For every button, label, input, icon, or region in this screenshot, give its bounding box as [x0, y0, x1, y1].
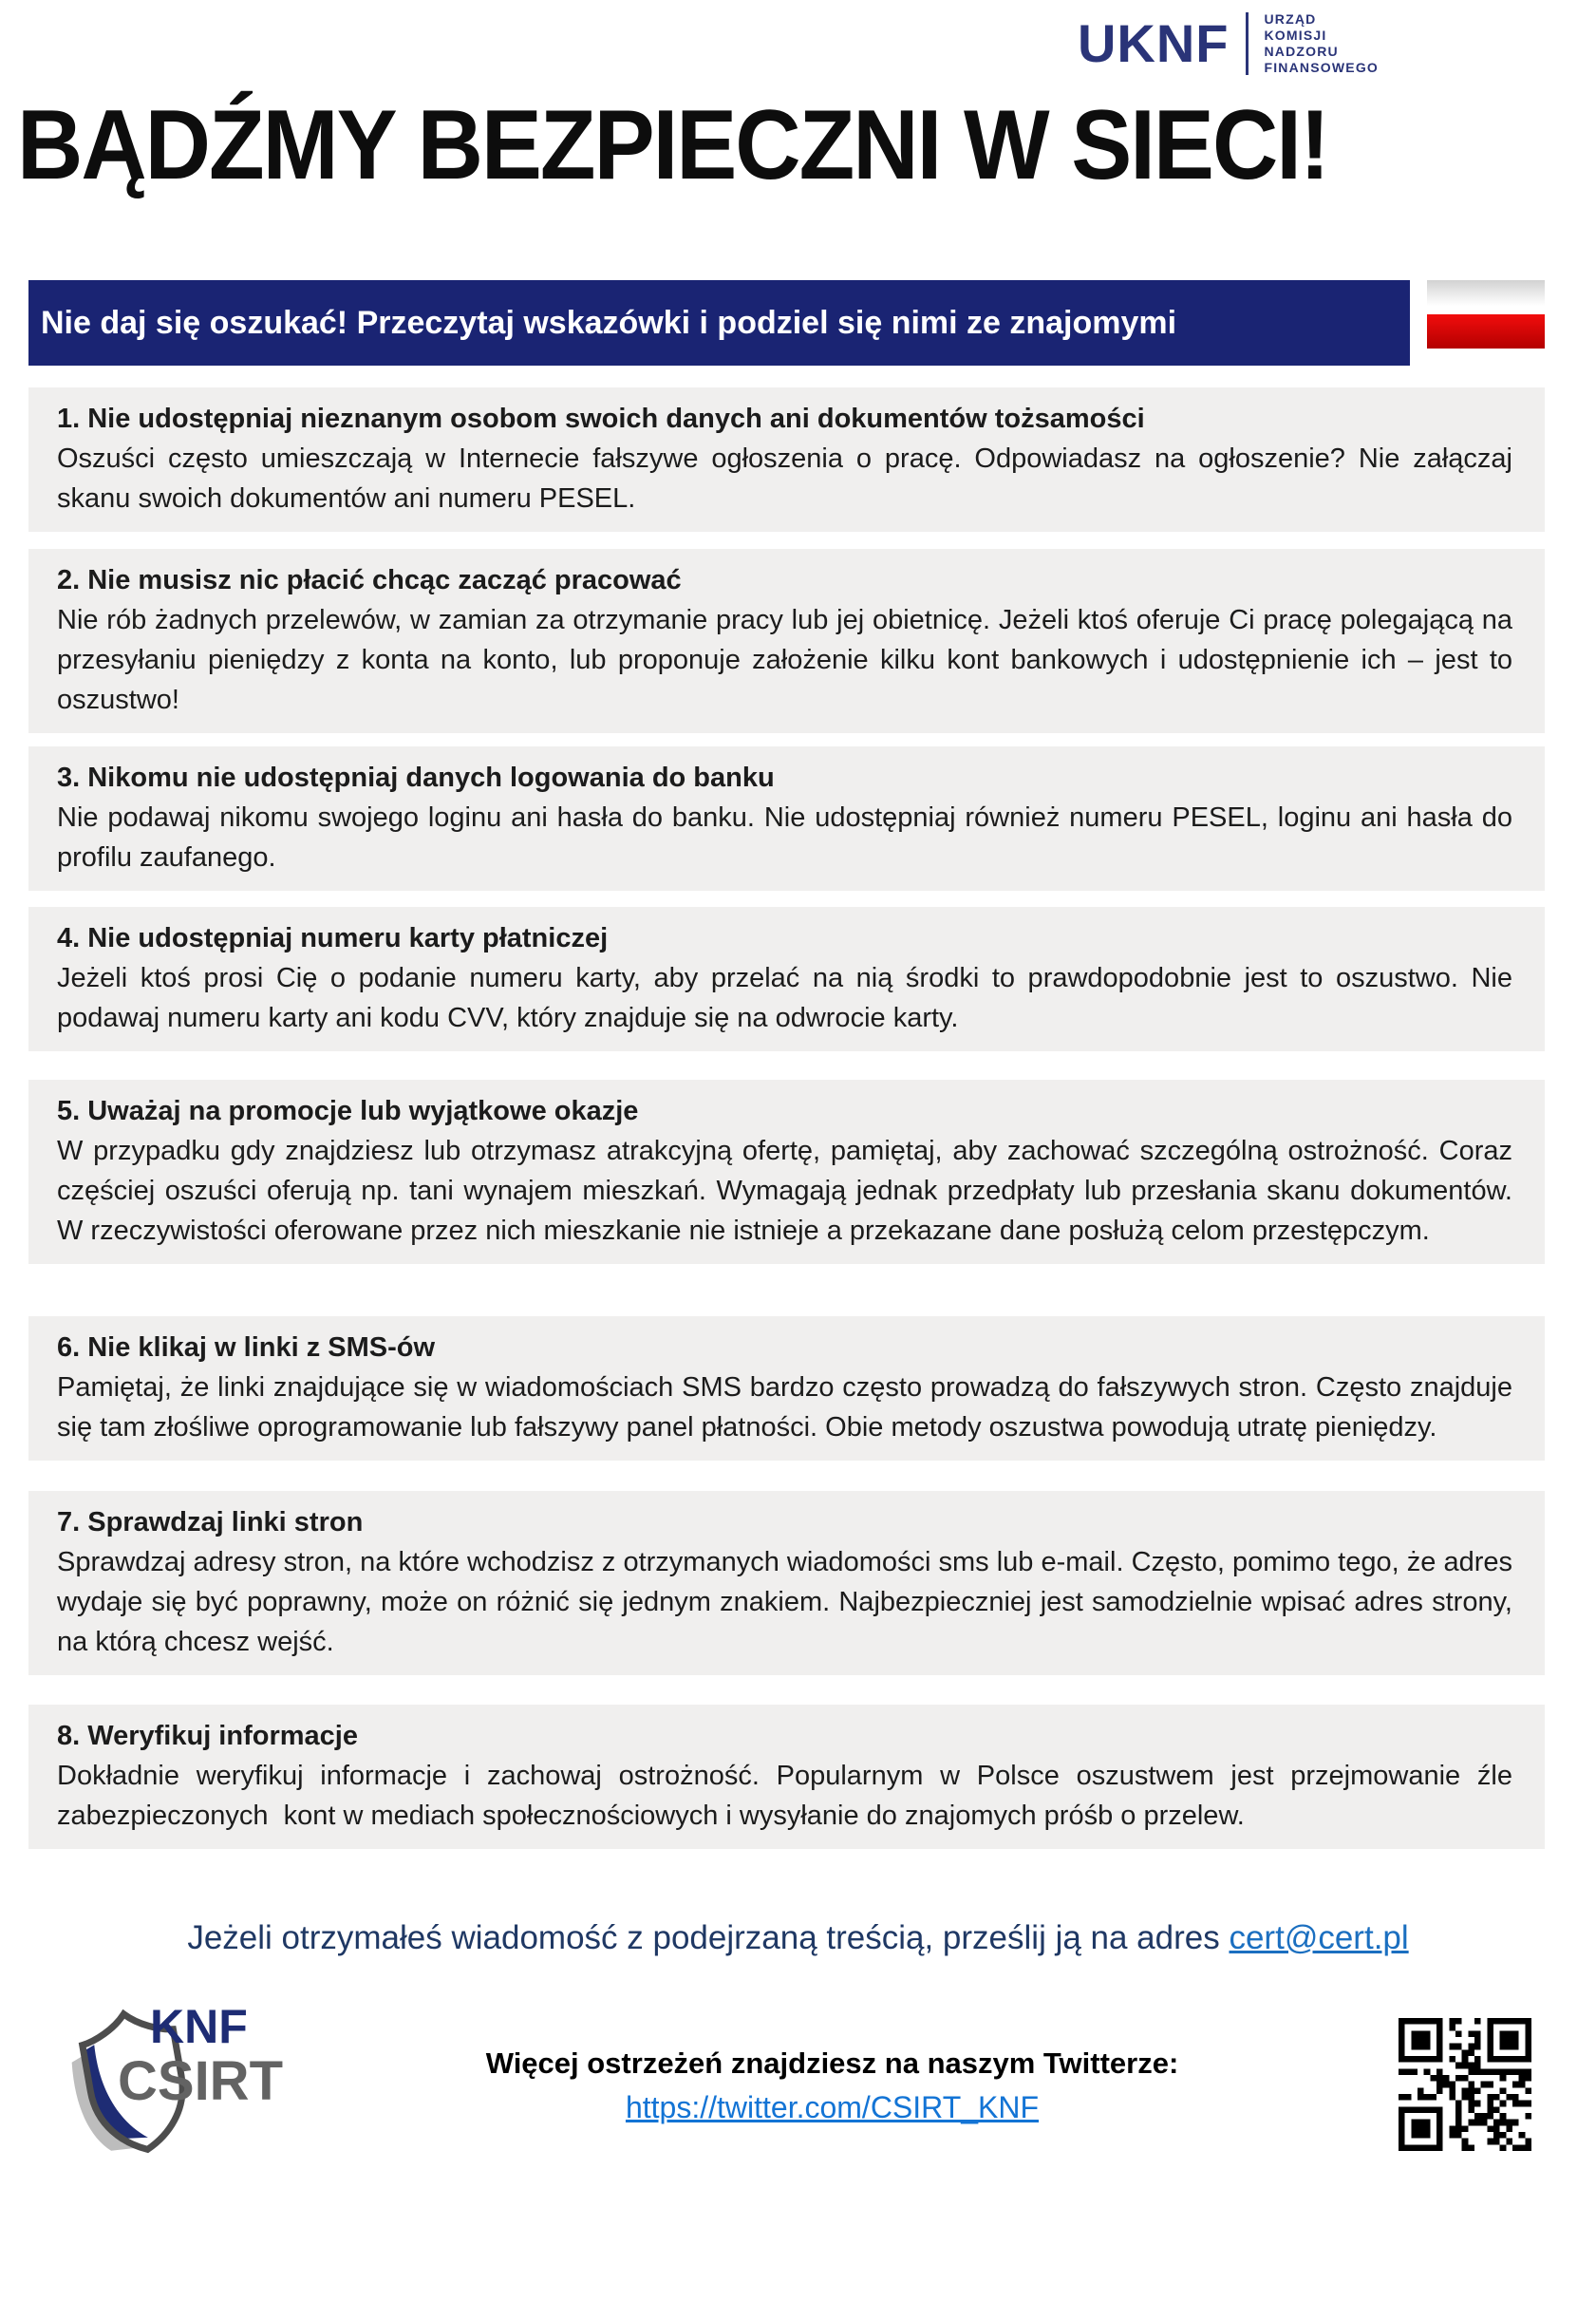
tip-title: 6. Nie klikaj w linki z SMS-ów [57, 1332, 436, 1363]
tip-box [28, 549, 1545, 733]
tip-box [28, 1705, 1545, 1849]
tip-title: 1. Nie udostępniaj nieznanym osobom swoich danych ani dokumentów tożsamości [57, 404, 1145, 434]
uknf-org-line: FINANSOWEGO [1264, 60, 1379, 75]
tips-list [28, 0, 1545, 1849]
uknf-org-line: KOMISJI [1264, 28, 1327, 43]
uknf-org-line: URZĄD [1264, 11, 1317, 27]
twitter-info-text: Więcej ostrzeżeń znajdziesz na naszym Twitterze: [485, 2047, 1179, 2080]
cert-email-link[interactable]: cert@cert.pl [1229, 1919, 1409, 1956]
tip-body: Nie podawaj nikomu swojego loginu ani hasła do banku. Nie udostępniaj również numeru PESEL, loginu ani hasła do profilu zaufanego. [57, 802, 1521, 873]
page-title: BĄDŹMY BEZPIECZNI W SIECI! [17, 90, 1328, 200]
report-instruction [0, 1919, 1596, 1957]
subtitle-banner-text: Nie daj się oszukać! Przeczytaj wskazówki i podziel się nimi ze znajomymi [41, 305, 1177, 341]
tip-box [28, 387, 1545, 532]
twitter-info [266, 2043, 1399, 2125]
uknf-org-line: NADZORU [1264, 44, 1339, 59]
tip-body: Pamiętaj, że linki znajdujące się w wiadomościach SMS bardzo często prowadzą do fałszywych stron. Często znajduje się tam złośliwe oprogramowanie lub fałszywy panel płatności. Obie metody oszustwa powodują utratę pieniędzy. [57, 1372, 1521, 1443]
report-instruction-text: Jeżeli otrzymałeś wiadomość z podejrzaną treścią, prześlij ją na adres [187, 1919, 1230, 1956]
uknf-acronym: UKNF [1077, 13, 1230, 73]
poland-flag-icon [1427, 280, 1545, 349]
csirt-logo-csirt-text: CSIRT [118, 2050, 283, 2112]
tip-body: Oszuści często umieszczają w Internecie fałszywe ogłoszenia o pracę. Odpowiadasz na ogłoszenie? Nie załączaj skanu swoich dokumentów ani numeru PESEL. [57, 443, 1529, 514]
twitter-profile-link[interactable]: https://twitter.com/CSIRT_KNF [625, 2090, 1040, 2124]
tip-body: Jeżeli ktoś prosi Cię o podanie numeru karty, aby przelać na nią środki to prawdopodobnie jest to oszustwo. Nie podawaj numeru karty ani kodu CVV, który znajduje się na odwrocie karty. [57, 963, 1521, 1033]
uknf-logo-divider [1246, 12, 1249, 75]
uknf-org-name [1264, 11, 1379, 76]
csirt-logo-knf-text: KNF [150, 2000, 248, 2053]
tip-box [28, 907, 1545, 1051]
footer-row [38, 2001, 1531, 2167]
tip-title: 3. Nikomu nie udostępniaj danych logowania do banku [57, 763, 775, 793]
tip-box [28, 746, 1545, 891]
csirt-knf-logo [38, 2000, 283, 2167]
tip-title: 5. Uważaj na promocje lub wyjątkowe okazje [57, 1096, 639, 1126]
uknf-logo [1078, 11, 1379, 76]
tip-body: Nie rób żadnych przelewów, w zamian za otrzymanie pracy lub jej obietnicę. Jeżeli ktoś oferuje Ci pracę polegającą na przesyłaniu pieniędzy z konta na konto, lub proponuje założenie kilku kont bankowych i udostępnienie ich – jest to oszustwo! [57, 605, 1521, 715]
tip-box [28, 1080, 1545, 1264]
flag-red-stripe [1427, 314, 1545, 349]
tip-box [28, 1491, 1545, 1675]
tip-body: W przypadku gdy znajdziesz lub otrzymasz atrakcyjną ofertę, pamiętaj, aby zachować szczególną ostrożność. Coraz częściej oszuści oferują np. tani wynajem mieszkań. Wymagają jednak przedpłaty lub przesłania skanu dokumentów. W rzeczywistości oferowane przez nich mieszkanie nie istnieje a przekazane dane posłużą celom przestępczym. [57, 1136, 1521, 1246]
tip-title: 2. Nie musisz nic płacić chcąc zacząć pracować [57, 565, 682, 595]
tip-body: Dokładnie weryfikuj informacje i zachowaj ostrożność. Popularnym w Polsce oszustwem jest przejmowanie źle zabezpieczonych kont w mediach społecznościowych i wysyłanie do znajomych próśb o przelew. [57, 1761, 1521, 1831]
tip-body: Sprawdzaj adresy stron, na które wchodzisz z otrzymanych wiadomości sms lub e-mail. Często, pomimo tego, że adres wydaje się być poprawny, może on różnić się jednym znakiem. Najbezpieczniej jest samodzielnie wpisać adres strony, na którą chcesz wejść. [57, 1547, 1521, 1657]
tip-title: 7. Sprawdzaj linki stron [57, 1507, 364, 1537]
tip-title: 4. Nie udostępniaj numeru karty płatniczej [57, 923, 609, 953]
subtitle-banner [28, 280, 1410, 366]
tip-box [28, 1316, 1545, 1461]
tip-title: 8. Weryfikuj informacje [57, 1721, 358, 1751]
flag-white-stripe [1427, 280, 1545, 314]
qr-code [1399, 2012, 1531, 2157]
